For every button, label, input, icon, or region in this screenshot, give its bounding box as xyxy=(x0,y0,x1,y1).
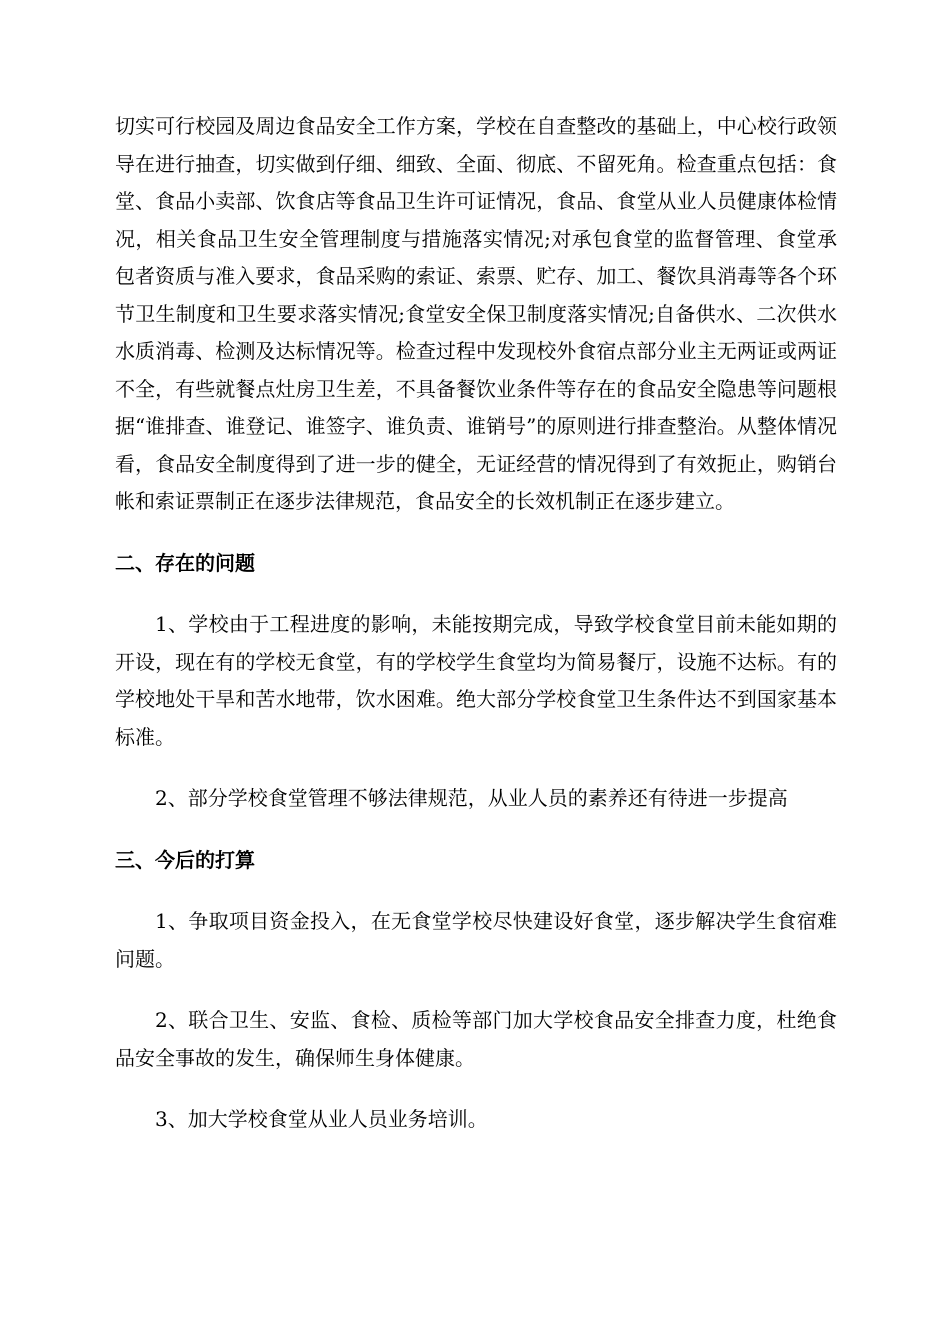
plan-item-1: 1、争取项目资金投入，在无食堂学校尽快建设好食堂，逐步解决学生食宿难问题。 xyxy=(115,909,837,971)
plan-item-2: 2、联合卫生、安监、食检、质检等部门加大学校食品安全排查力度，杜绝食品安全事故的发生，确保师生身体健康。 xyxy=(115,1008,837,1070)
document-page xyxy=(115,108,837,1139)
problem-item-1: 1、学校由于工程进度的影响，未能按期完成，导致学校食堂目前未能如期的开设，现在有的学校无食堂，有的学校学生食堂均为简易餐厅，设施不达标。有的学校地处干旱和苦水地带，饮水困难。绝大部分学校食堂卫生条件达不到国家基本标准。 xyxy=(115,612,837,749)
problem-item-2: 2、部分学校食堂管理不够法律规范，从业人员的素养还有待进一步提高 xyxy=(155,786,788,810)
section-heading-problems: 二、存在的问题 xyxy=(115,550,255,575)
section-heading-plans: 三、今后的打算 xyxy=(115,847,255,872)
plan-item-3: 3、加大学校食堂从业人员业务培训。 xyxy=(155,1107,488,1131)
body-paragraph: 切实可行校园及周边食品安全工作方案，学校在自查整改的基础上，中心校行政领导在进行抽查，切实做到仔细、细致、全面、彻底、不留死角。检查重点包括：食堂、食品小卖部、饮食店等食品卫生许可证情况，食品、食堂从业人员健康体检情况，相关食品卫生安全管理制度与措施落实情况;对承包食堂的监督管理、食堂承包者资质与准入要求，食品采购的索证、索票、贮存、加工、餐饮具消毒等各个环节卫生制度和卫生要求落实情况;食堂安全保卫制度落实情况;自备供水、二次供水水质消毒、检测及达标情况等。检查过程中发现校外食宿点部分业主无两证或两证不全，有些就餐点灶房卫生差，不具备餐饮业条件等存在的食品安全隐患等问题根据“谁排查、谁登记、谁签字、谁负责、谁销号”的原则进行排查整治。从整体情况看，食品安全制度得到了进一步的健全，无证经营的情况得到了有效扼止，购销台帐和索证票制正在逐步法律规范，食品安全的长效机制正在逐步建立。 xyxy=(115,114,837,513)
